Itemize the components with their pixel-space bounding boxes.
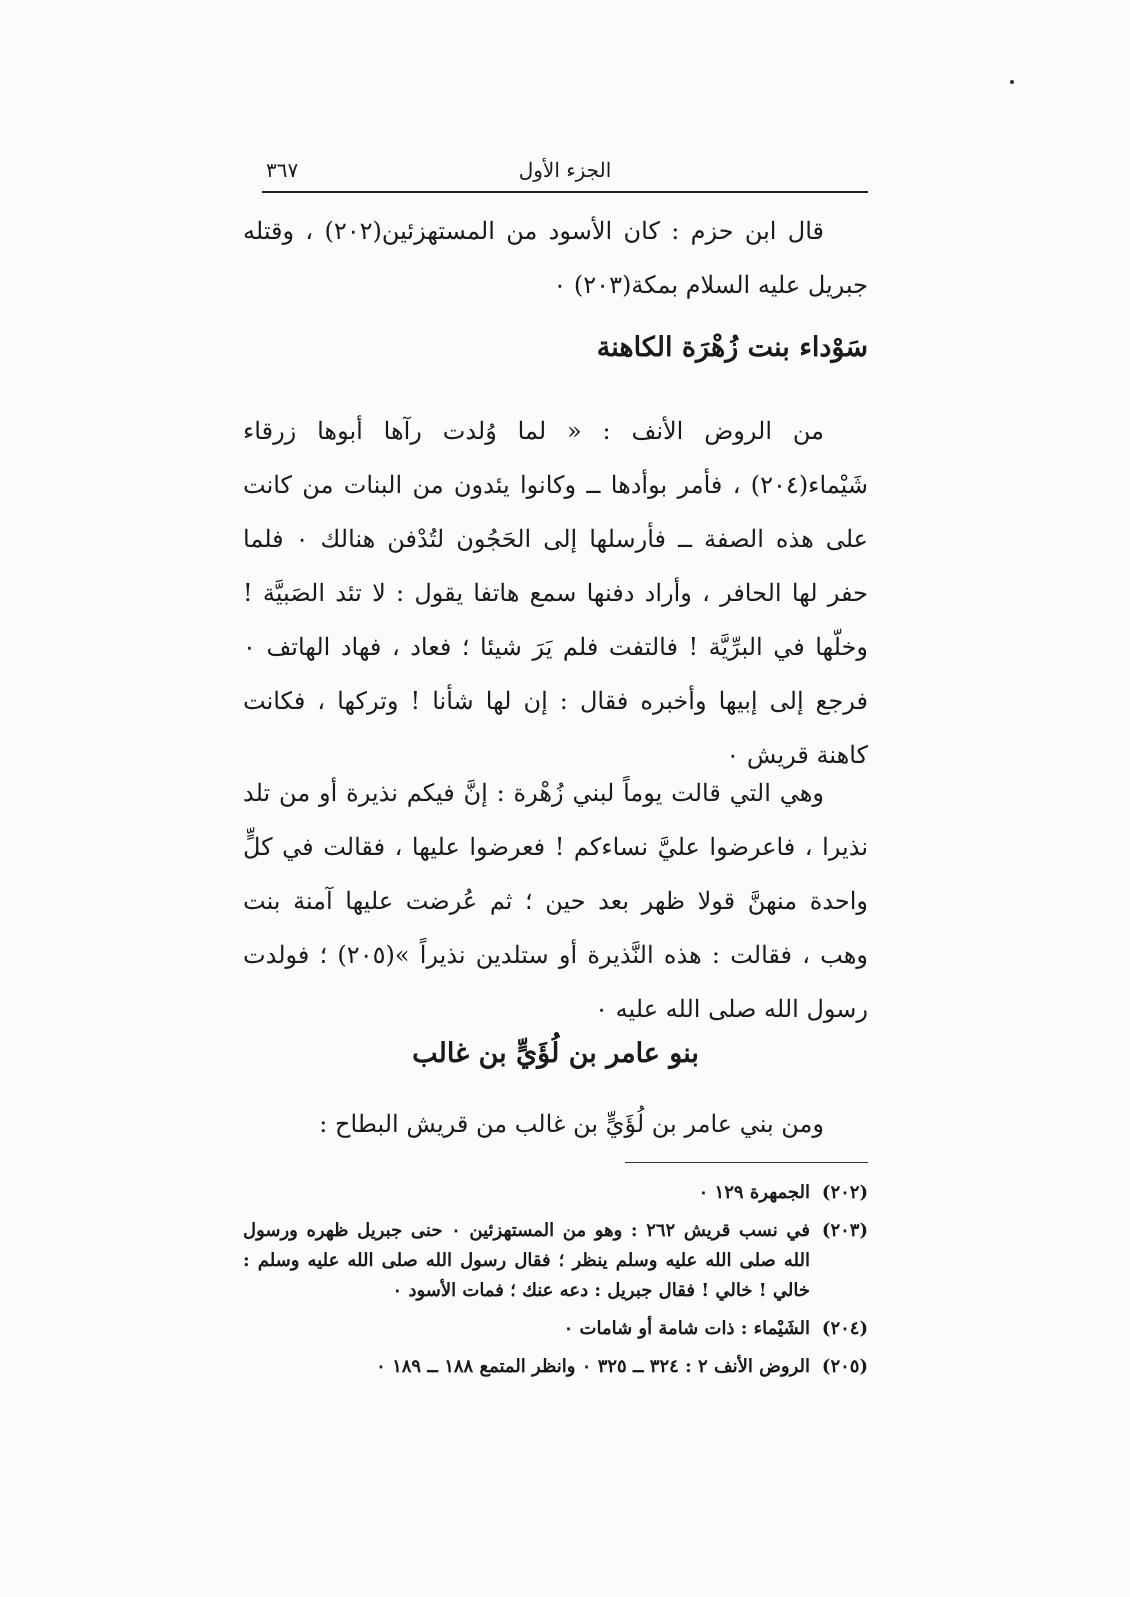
footnote-text: في نسب قريش ٢٦٢ : وهو من المستهزئين ٠ حنى جبريل ظهره ورسول الله صلى الله عليه وسلم ينظر ؛ فقال رسول الله صلى الله عليه وسلم : خالي ! خالي ! فقال جبريل : دعه عنك ؛ فمات الأسود ٠ — [243, 1220, 810, 1301]
section-heading-bani-amir: بنو عامر بن لُؤَيٍّ بن غالب — [412, 1038, 699, 1069]
footnote-205 — [243, 1352, 868, 1382]
footnote-text: الروض الأنف ٢ : ٣٢٤ ــ ٣٢٥ ٠ وانظر المتمع ١٨٨ ــ ١٨٩ ٠ — [376, 1356, 810, 1377]
running-header-title: الجزء الأول — [518, 158, 612, 182]
footnote-rule — [625, 1162, 868, 1163]
footnote-text: الشَيْماء : ذات شامة أو شامات ٠ — [563, 1318, 810, 1339]
paragraph-bani-zuhra: وهي التي قالت يوماً لبني زُهْرة : إنَّ فيكم نذيرة أو من تلد نذيرا ، فاعرضوا عليَّ نساءكم ! فعرضوا عليها ، فقالت في كلٍّ واحدة منهنَّ قولا ظهر بعد حين ؛ ثم عُرضت عليها آمنة بنت وهب ، فقالت : هذه النَّذيرة أو ستلدين نذيراً »(٢٠٥) ؛ فولدت رسول الله صلى الله عليه ٠ — [243, 779, 868, 1023]
footnote-number: (٢٠٣) — [821, 1220, 868, 1241]
header-rule — [262, 191, 868, 193]
page-number: ٣٦٧ — [266, 158, 299, 182]
footnote-number: (٢٠٤) — [821, 1318, 868, 1339]
paragraph-bani-amir: ومن بني عامر بن لُؤَيٍّ بن غالب من قريش البطاح : — [319, 1110, 824, 1138]
footnotes — [243, 1178, 868, 1390]
footnote-number: (٢٠٥) — [821, 1356, 868, 1377]
running-header — [262, 158, 868, 188]
paragraph-rawd-alanf: من الروض الأنف : « لما وُلدت رآها أبوها زرقاء شَيْماء(٢٠٤) ، فأمر بوأدها ــ وكانوا يئدون من البنات من كانت على هذه الصفة ــ فأرسلها إلى الحَجُون لتُدْفن هنالك ٠ فلما حفر لها الحافر ، وأراد دفنها سمع هاتفا يقول : لا تئد الصَبيَّة ! وخلّها في البرِّيَّة ! فالتفت فلم يَرَ شيئا ؛ فعاد ، فهاد الهاتف ٠ فرجع إلى إبيها وأخبره فقال : إن لها شأنا ! وتركها ، فكانت كاهنة قريش ٠ — [243, 417, 869, 769]
page-speck — [1010, 80, 1014, 84]
footnote-text: الجمهرة ١٢٩ ٠ — [698, 1182, 810, 1203]
footnote-number: (٢٠٢) — [821, 1182, 868, 1203]
section-heading-sawda: سَوْداء بنت زُهْرَة الكاهنة — [596, 332, 868, 363]
footnote-203 — [243, 1216, 868, 1306]
footnote-202 — [243, 1178, 868, 1208]
paragraph-ibn-hazm: قال ابن حزم : كان الأسود من المستهزئين(٢٠٢) ، وقتله جبريل عليه السلام بمكة(٢٠٣) ٠ — [243, 217, 868, 299]
footnote-204 — [243, 1314, 868, 1344]
